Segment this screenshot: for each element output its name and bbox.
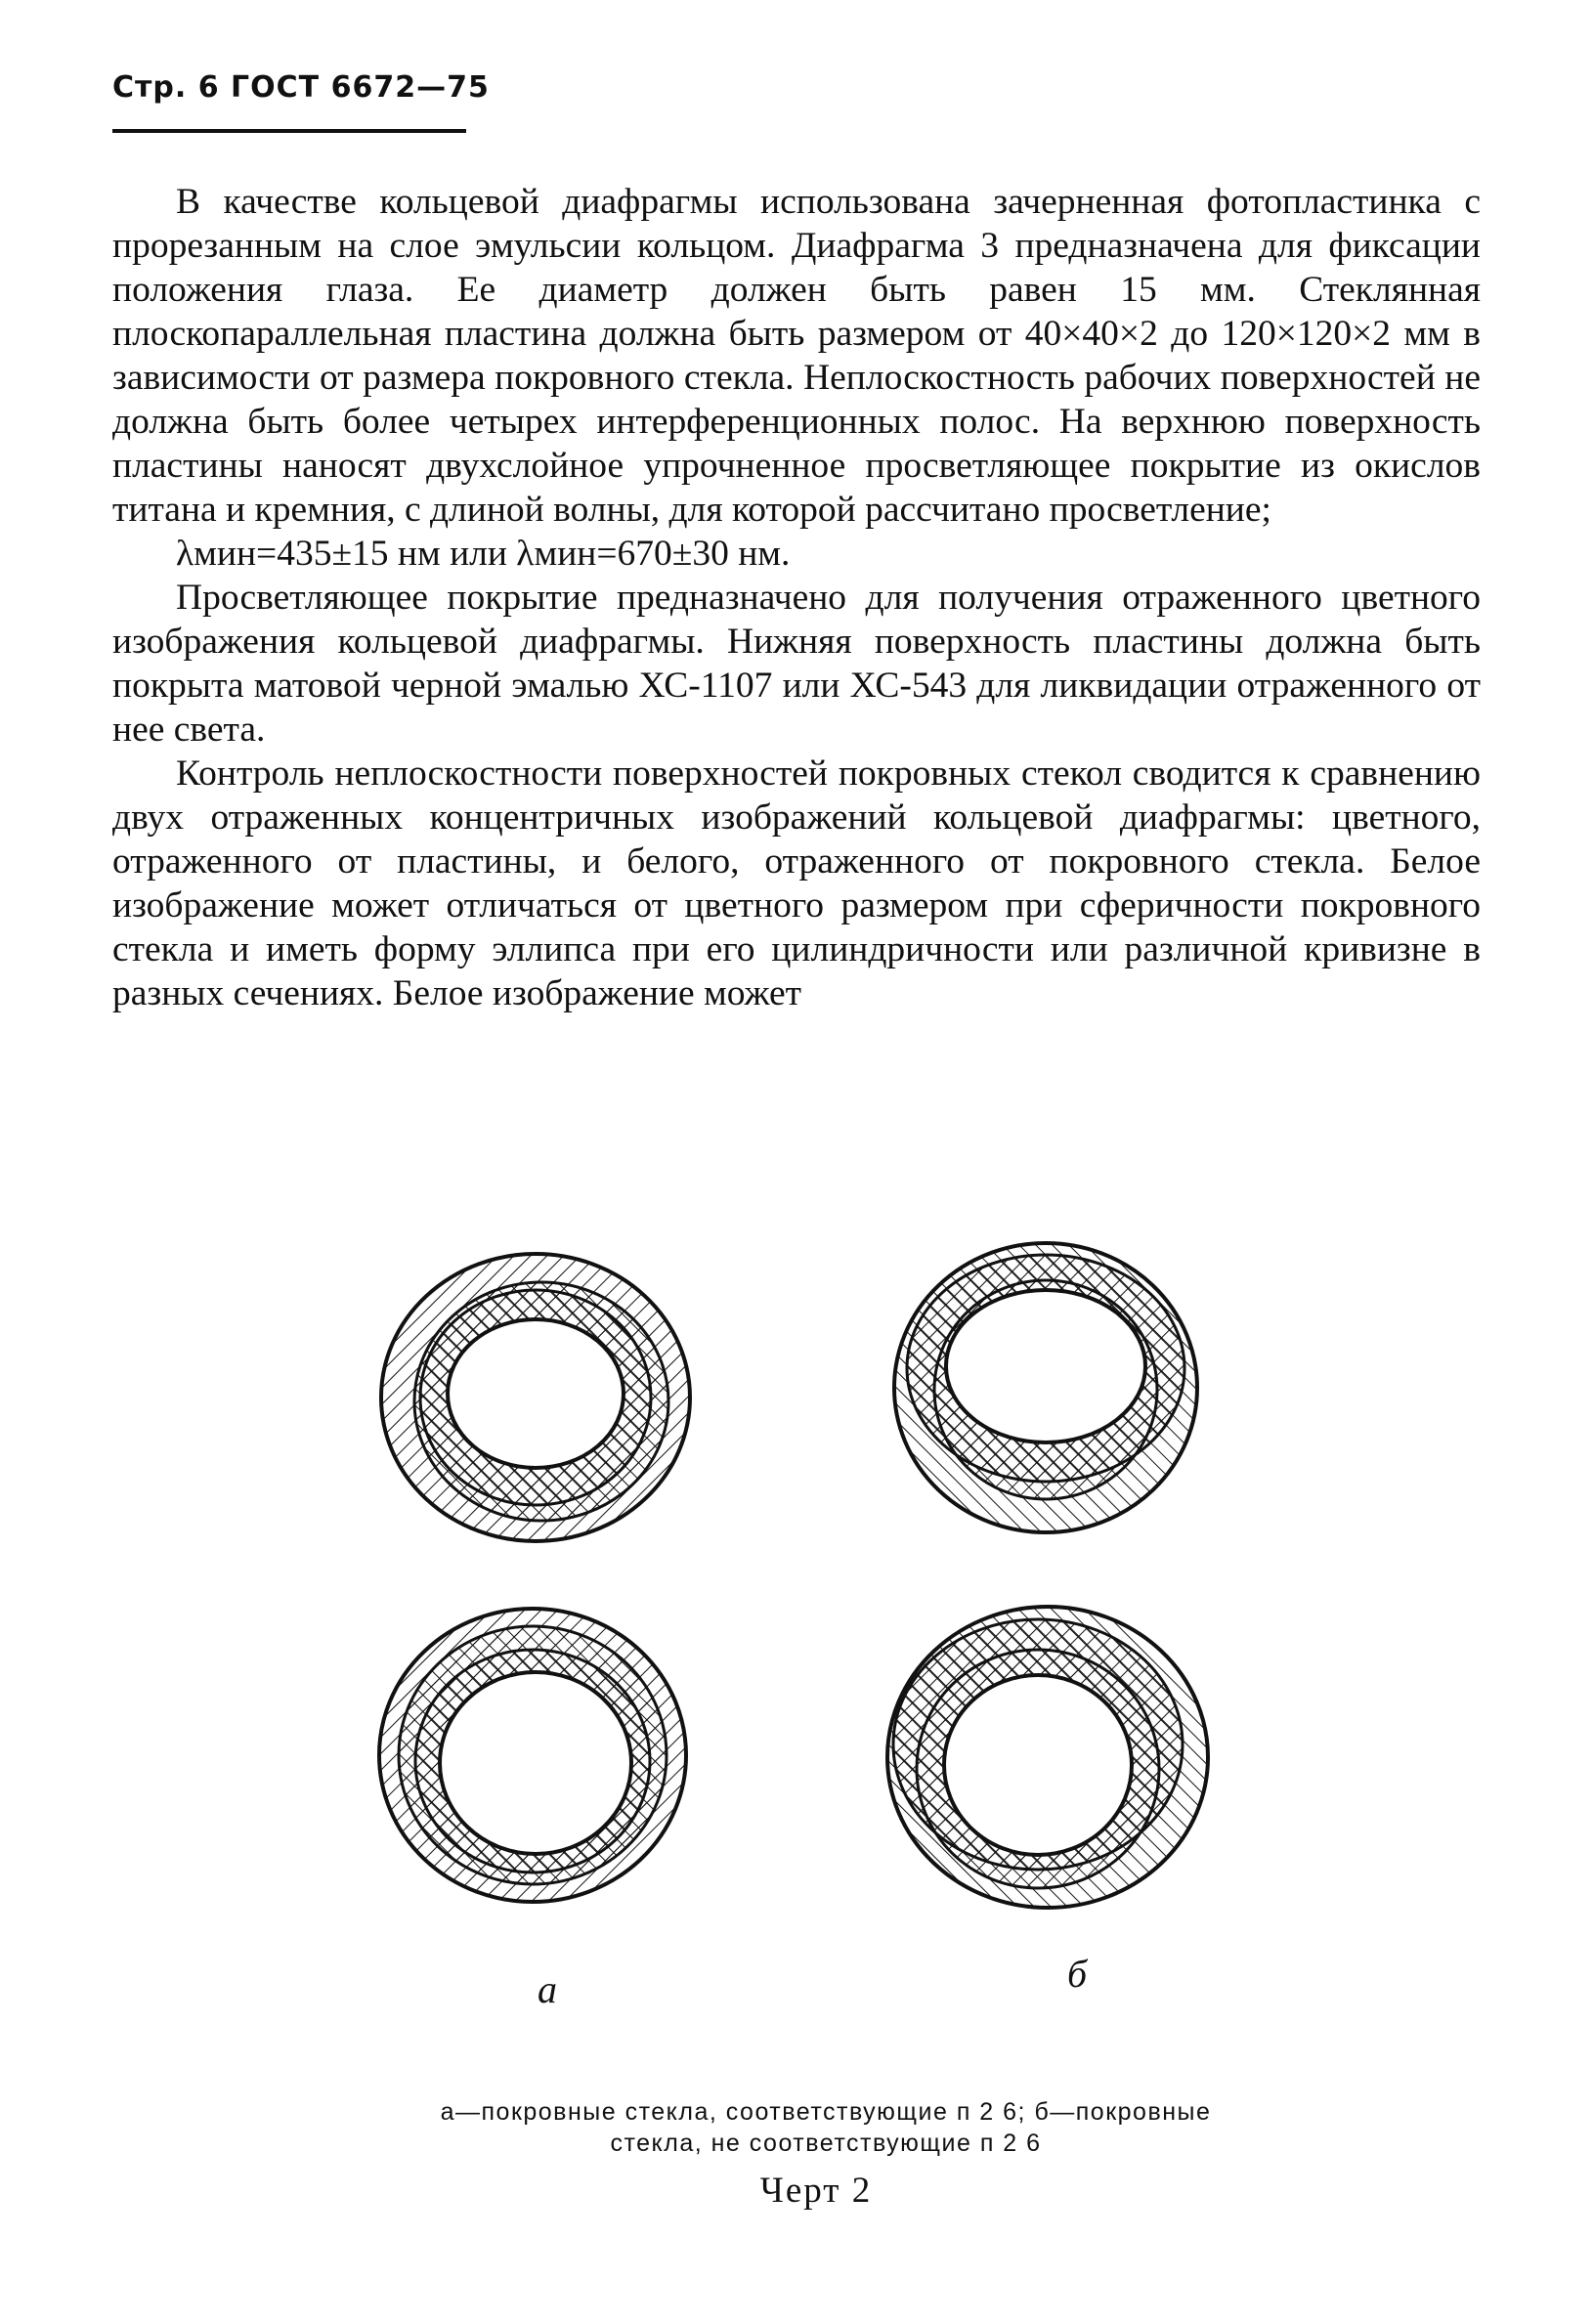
paragraph-1-formula: λмин=435±15 нм или λмин=670±30 нм. (176, 534, 791, 574)
figure-rings (0, 1222, 1593, 2062)
figure-number: Черт 2 (759, 2171, 873, 2211)
figure-caption: а—покровные стекла, соответствующие п 2 6; б—покровные стекла, не соответствующие п 2 6 (440, 2098, 1212, 2157)
header-rule (112, 129, 466, 133)
body-text (112, 180, 1481, 1015)
figure-label-a: а (538, 1967, 557, 2011)
ring-a-bottom (379, 1609, 686, 1902)
paragraph-3: Контроль неплоскостности поверхностей покровных стекол сводится к сравнению двух отраженных концентричных изображений кольцевой диафрагмы: цветного, отраженного от пластины, и белого, отраженного от покровного стекла. Белое изображение может отличаться от цветного размером при сферичности покровного стекла и иметь форму эллипса при его цилиндричности или различной кривизне в разных сечениях. Белое изображение может (112, 753, 1481, 1013)
rings-illustration (0, 1222, 1593, 2062)
ring-a-top (381, 1254, 690, 1541)
figure-label-b: б (1067, 1952, 1088, 1996)
page-header: Стр. 6 ГОСТ 6672—75 (112, 70, 490, 105)
ring-b-top (894, 1243, 1197, 1532)
ring-b-bottom (887, 1607, 1208, 1908)
paragraph-1: В качестве кольцевой диафрагмы использована зачерненная фотопластинка с прорезанным на слое эмульсии кольцом. Диафрагма 3 предназначена для фиксации положения глаза. Ее диаметр должен быть равен 15 мм. Стеклянная плоскопараллельная пластина должна быть размером от 40×40×2 до 120×120×2 мм в зависимости от размера покровного стекла. Неплоскостность рабочих поверхностей не должна быть более четырех интерференционных полос. На верхнюю поверхность пластины наносят двухслойное упрочненное просветляющее покрытие из окислов титана и кремния, с длиной волны, для которой рассчитано просветление; (112, 182, 1481, 530)
paragraph-2: Просветляющее покрытие предназначено для получения отраженного цветного изображения кольцевой диафрагмы. Нижняя поверхность пластины должна быть покрыта матовой черной эмалью ХС-1107 или ХС-543 для ликвидации отраженного от нее света. (112, 578, 1481, 750)
